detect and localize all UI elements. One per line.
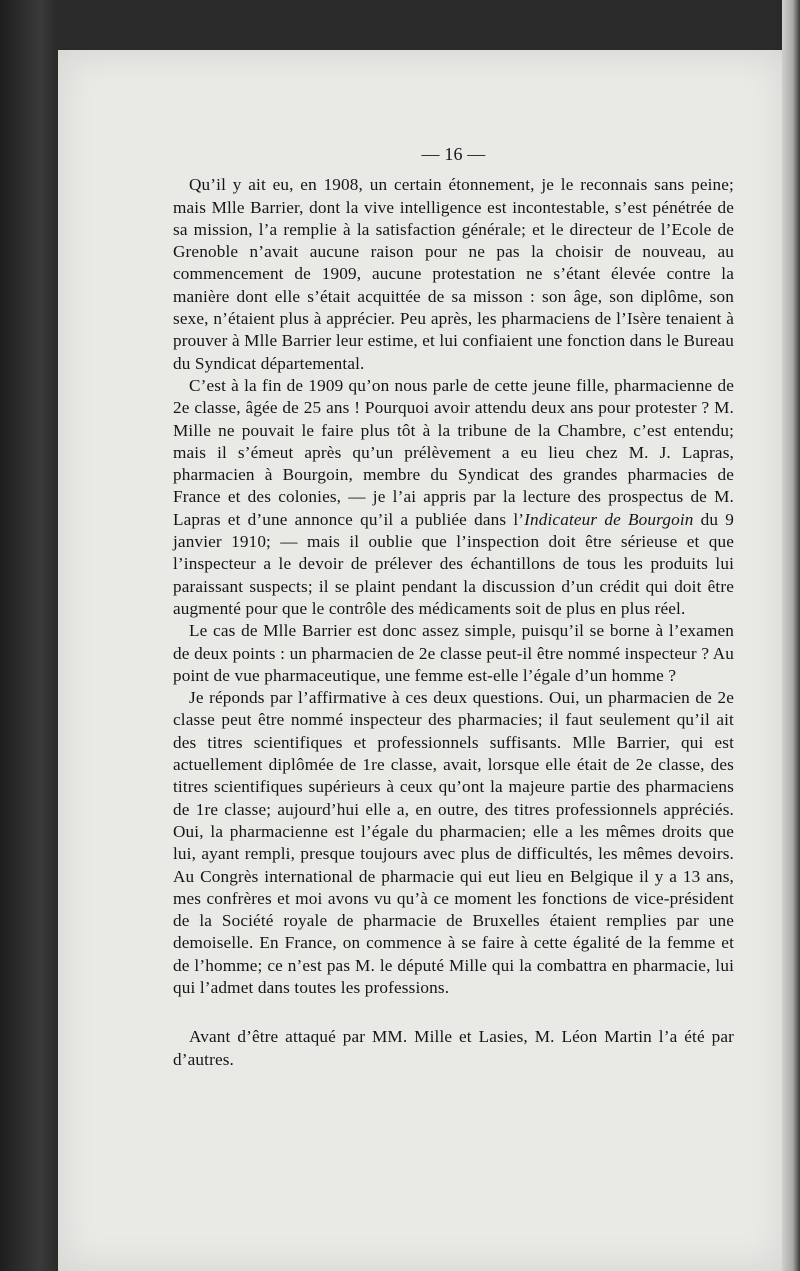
page-text bbox=[173, 143, 734, 1071]
journal-title: Indicateur de Bourgoin bbox=[524, 509, 694, 529]
paragraph-1: Qu’il y ait eu, en 1908, un certain étonnement, je le reconnais sans peine; mais Mlle Barrier, dont la vive intelligence est incontestable, s’est pénétrée de sa mission, l’a remplie à la satisfaction générale; et le directeur de l’Ecole de Grenoble n’avait aucune raison pour ne pas la choisir de nouveau, au commencement de 1909, aucune protestation ne s’étant élevée contre la manière dont elle s’était acquittée de sa misson : son âge, son diplôme, son sexe, n’étaient plus à apprécier. Peu après, les pharmaciens de l’Isère tenaient à prouver à Mlle Barrier leur estime, et lui confiaient une fonction dans le Bureau du Syndicat départemental. bbox=[173, 175, 734, 373]
paragraph-3: Le cas de Mlle Barrier est donc assez simple, puisqu’il se borne à l’examen de deux points : un pharmacien de 2e classe peut-il être nommé inspecteur ? Au point de vue pharmaceutique, une femme est-elle l’égale d’un homme ? bbox=[173, 621, 734, 685]
page-number: — 16 — bbox=[421, 144, 486, 164]
page-edge bbox=[782, 0, 800, 1271]
paragraph-2: C’est à la fin de 1909 qu’on nous parle de cette jeune fille, pharmacienne de 2e classe, âgée de 25 ans ! Pourquoi avoir attendu deux ans pour protester ? M. Mille ne pouvait le faire plus tôt à la tribune de la Chambre, c’est entendu; mais il s’émeut après qu’un prélèvement a eu lieu chez M. J. Lapras, pharmacien à Bourgoin, membre du Syndicat des grandes pharmacies de France et des colonies, — je l’ai appris par la lecture des prospectus de M. Lapras et d’une annonce qu’il a publiée dans l’Indicateur de Bourgoin du 9 janvier 1910; — mais il oublie que l’inspection doit être sérieuse et que l’inspecteur a le devoir de prélever des échantillons de tous les produits lui paraissant suspects; il se plaint pendant la discussion d’un crédit qui doit être augmenté pour que le contrôle des médicaments soit de plus en plus réel. bbox=[173, 375, 735, 618]
closing-paragraph: Avant d’être attaqué par MM. Mille et Lasies, M. Léon Martin l’a été par d’autres. bbox=[173, 1027, 734, 1069]
paragraph-4: Je réponds par l’affirmative à ces deux questions. Oui, un pharmacien de 2e classe peut être nommé inspecteur des pharmacies; il faut seulement qu’il ait des titres scientifiques et professionnels suffisants. Mlle Barrier, qui est actuellement diplômée de 1re classe, avait, lorsque elle était de 2e classe, des titres scientifiques supérieurs à ceux qu’ont la majeure partie des pharmaciens de 1re classe; aujourd’hui elle a, en outre, des titres professionnels appréciés. Oui, la pharmacienne est l’égale du pharmacien; elle a les mêmes droits que lui, ayant rempli, presque toujours avec plus de difficultés, les mêmes devoirs. Au Congrès international de pharmacie qui eut lieu en Belgique il y a 13 ans, mes confrères et moi avons vu qu’à ce moment les fonctions de vice-président de la Société royale de pharmacie de Bruxelles étaient remplies par une demoiselle. En France, on commence à se faire à cette égalité de la femme et de l’homme; ce n’est pas M. le député Mille qui la combattra en pharmacie, lui qui l’admet dans toutes les professions. bbox=[173, 688, 734, 997]
